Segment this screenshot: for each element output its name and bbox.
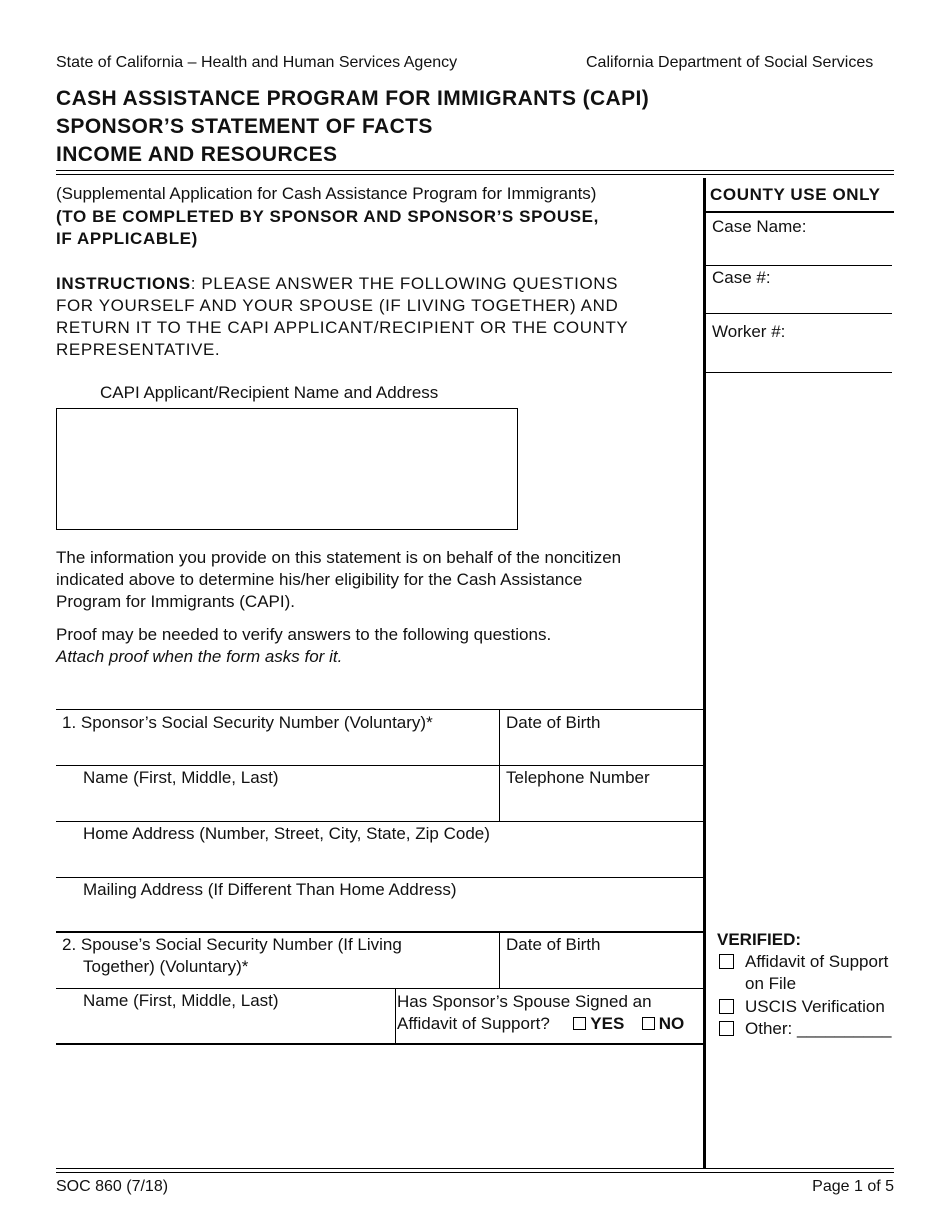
mailing-address-field[interactable]: [57, 902, 703, 930]
affidavit-no-checkbox[interactable]: [642, 1017, 655, 1030]
proof-paragraph: [56, 624, 551, 668]
affidavit-no-label: NO: [658, 1014, 685, 1033]
spouse-ssn-label-line-1: 2. Spouse’s Social Security Number (If Living: [62, 935, 402, 954]
verified-other-checkbox[interactable]: [719, 1021, 734, 1036]
verified-affidavit-item: [719, 951, 919, 995]
completed-by-line-1: (TO BE COMPLETED BY SPONSOR AND SPONSOR’S SPOUSE,: [56, 207, 599, 226]
column-divider: [703, 178, 706, 1169]
page-number: Page 1 of 5: [812, 1178, 894, 1195]
worker-number-line[interactable]: [706, 372, 892, 373]
sponsor-ssn-field[interactable]: [57, 735, 498, 764]
completed-by-line-2: IF APPLICABLE): [56, 229, 198, 248]
footer-rule-top: [56, 1168, 894, 1169]
section1-rule-4: [56, 877, 704, 878]
spouse-dob-field[interactable]: [501, 957, 703, 987]
title-rule-bottom: [56, 174, 894, 175]
case-number-line[interactable]: [706, 313, 892, 314]
sponsor-name-field[interactable]: [57, 790, 498, 820]
verified-other-item: [719, 1018, 919, 1040]
footer-rule-bottom: [56, 1172, 894, 1173]
info-line-3: Program for Immigrants (CAPI).: [56, 592, 295, 611]
instructions: [56, 273, 696, 361]
section2-col-divider-2: [395, 988, 396, 1043]
spouse-dob-label: Date of Birth: [506, 935, 601, 954]
section2-top-rule: [56, 931, 704, 933]
sponsor-dob-label: Date of Birth: [506, 713, 601, 732]
sponsor-name-label: Name (First, Middle, Last): [83, 768, 279, 787]
spouse-affidavit-question: [397, 991, 703, 1035]
spouse-ssn-label: [62, 934, 402, 978]
section1-rule-3: [56, 821, 704, 822]
info-line-1: The information you provide on this statement is on behalf of the noncitizen: [56, 548, 622, 567]
spouse-affidavit-line-1: Has Sponsor’s Spouse Signed an: [397, 992, 652, 1011]
instructions-line-3: RETURN IT TO THE CAPI APPLICANT/RECIPIENT OR THE COUNTY: [56, 318, 629, 337]
home-address-field[interactable]: [57, 846, 703, 876]
home-address-label: Home Address (Number, Street, City, State, Zip Code): [83, 824, 490, 843]
title-line-2: SPONSOR’S STATEMENT OF FACTS: [56, 115, 433, 138]
verified-affidavit-line-2: on File: [745, 974, 797, 993]
form-title: [56, 85, 649, 169]
verified-affidavit-line-1: Affidavit of Support: [745, 952, 889, 971]
sponsor-dob-field[interactable]: [501, 735, 703, 764]
supplemental-note: (Supplemental Application for Cash Assistance Program for Immigrants): [56, 184, 597, 203]
affidavit-yes-checkbox[interactable]: [573, 1017, 586, 1030]
county-heading-rule: [706, 211, 894, 213]
section2-col-divider-1: [499, 933, 500, 988]
info-paragraph: [56, 547, 621, 613]
info-line-2: indicated above to determine his/her eligibility for the Cash Assistance: [56, 570, 583, 589]
case-name-line[interactable]: [706, 265, 892, 266]
sponsor-phone-label: Telephone Number: [506, 768, 650, 787]
title-line-3: INCOME AND RESOURCES: [56, 143, 338, 166]
spouse-name-field[interactable]: [57, 1013, 394, 1042]
case-number-label: Case #:: [712, 268, 771, 287]
section1-top-rule: [56, 709, 704, 710]
instructions-line-2: FOR YOURSELF AND YOUR SPOUSE (IF LIVING TOGETHER) AND: [56, 296, 619, 315]
worker-number-label: Worker #:: [712, 322, 786, 341]
agency-right: California Department of Social Services: [586, 54, 874, 71]
instructions-line-4: REPRESENTATIVE.: [56, 340, 221, 359]
section2-bottom-rule: [56, 1043, 704, 1045]
spouse-affidavit-line-2: Affidavit of Support?: [397, 1014, 550, 1033]
verified-uscis-label: USCIS Verification: [745, 997, 885, 1016]
verified-other-label[interactable]: Other: __________: [745, 1019, 892, 1038]
sponsor-ssn-label: 1. Sponsor’s Social Security Number (Voluntary)*: [62, 713, 433, 732]
spouse-ssn-label-line-2: Together) (Voluntary)*: [83, 957, 249, 976]
applicant-name-address-box[interactable]: [56, 408, 518, 530]
mailing-address-label: Mailing Address (If Different Than Home Address): [83, 880, 457, 899]
instructions-line-1: : PLEASE ANSWER THE FOLLOWING QUESTIONS: [190, 274, 619, 293]
section1-rule-2: [56, 765, 704, 766]
section2-rule-2: [56, 988, 704, 989]
proof-line-2: Attach proof when the form asks for it.: [56, 647, 343, 666]
applicant-box-label: CAPI Applicant/Recipient Name and Address: [100, 383, 439, 402]
agency-left: State of California – Health and Human Services Agency: [56, 54, 458, 71]
verified-heading: VERIFIED:: [717, 930, 802, 949]
instructions-label: INSTRUCTIONS: [56, 274, 191, 293]
title-rule-top: [56, 170, 894, 171]
proof-line-1: Proof may be needed to verify answers to the following questions.: [56, 625, 552, 644]
case-name-label: Case Name:: [712, 217, 807, 236]
form-id: SOC 860 (7/18): [56, 1178, 169, 1195]
verified-affidavit-checkbox[interactable]: [719, 954, 734, 969]
affidavit-yes-label: YES: [590, 1014, 625, 1033]
title-line-1: CASH ASSISTANCE PROGRAM FOR IMMIGRANTS (CAPI): [56, 87, 650, 110]
sponsor-phone-field[interactable]: [501, 790, 703, 820]
verified-uscis-checkbox[interactable]: [719, 999, 734, 1014]
county-use-heading: COUNTY USE ONLY: [710, 185, 881, 204]
spouse-name-label: Name (First, Middle, Last): [83, 991, 279, 1010]
verified-uscis-item: [719, 996, 919, 1018]
